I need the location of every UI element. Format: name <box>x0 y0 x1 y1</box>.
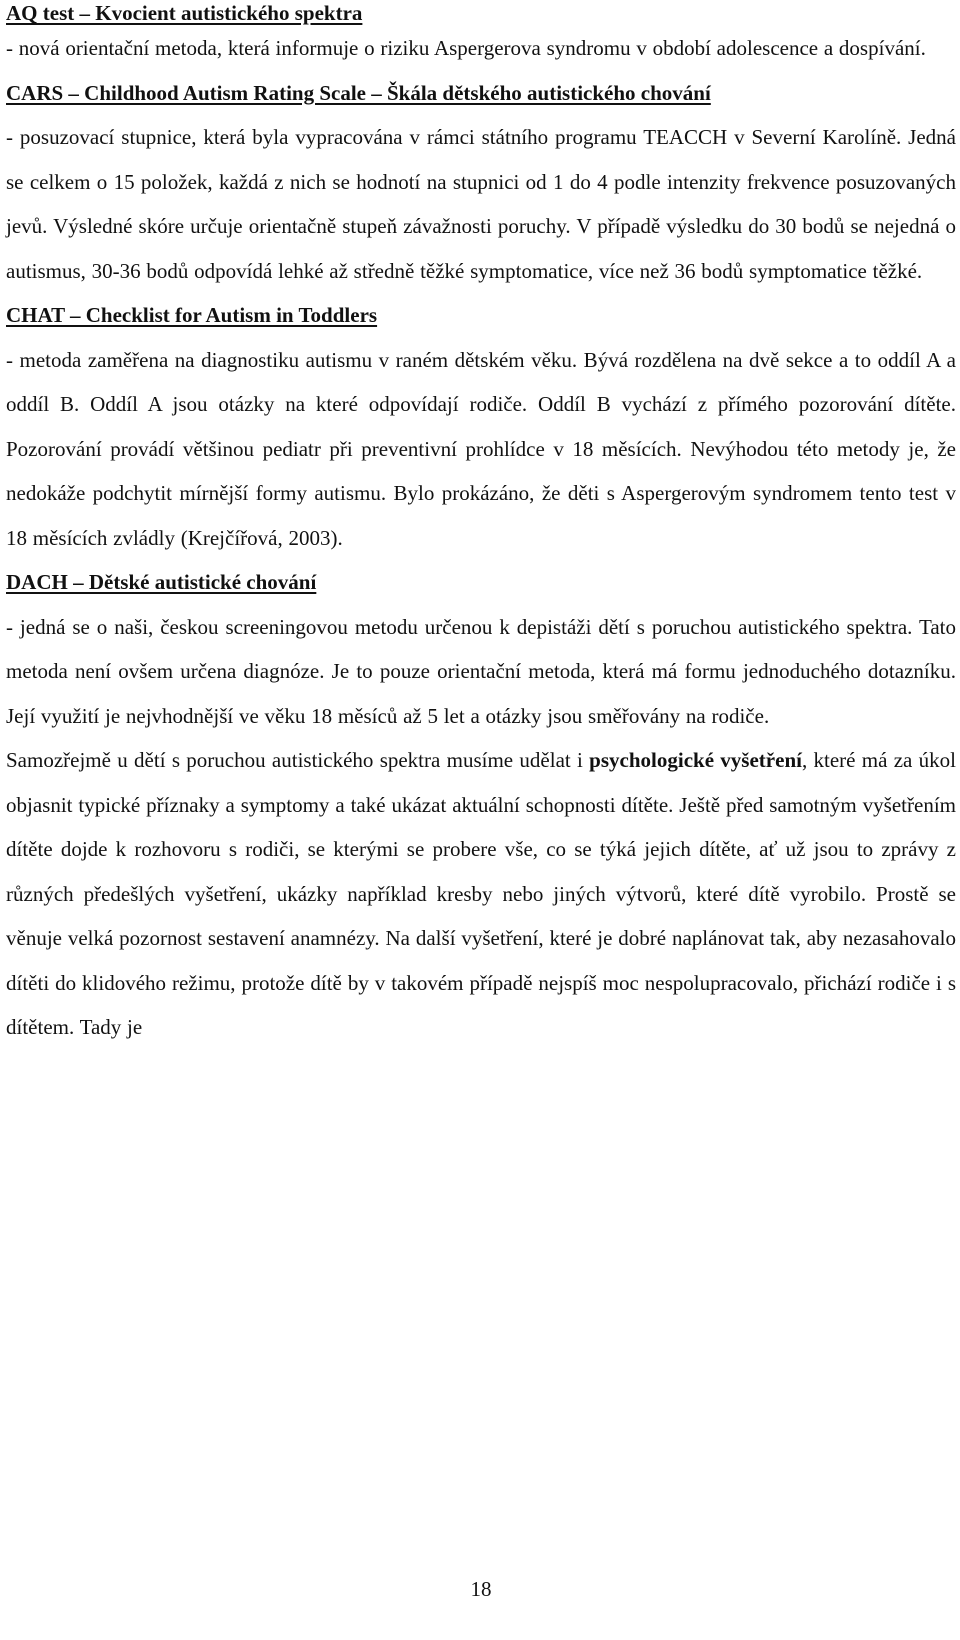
closing-bold-term: psychologické vyšetření <box>589 748 802 772</box>
section-heading-cars: CARS – Childhood Autism Rating Scale – Škála dětského autistického chování <box>6 80 711 105</box>
closing-paragraph <box>6 738 956 1050</box>
page-number: 18 <box>470 1577 492 1601</box>
section-text-cars: - posuzovací stupnice, která byla vypracována v rámci státního programu TEACCH v Severní Karolíně. Jedná se celkem o 15 položek, každá z nich se hodnotí na stupnici od 1 do 4 podle intenzity frekvence posuzovaných jevů. Výsledné skóre určuje orientačně stupeň závažnosti poruchy. V případě výsledku do 30 bodů se nejedná o autismus, 30-36 bodů odpovídá lehké až středně těžké symptomatice, více než 36 bodů symptomatice těžké. <box>6 125 956 283</box>
closing-text-end: , které má za úkol objasnit typické příznaky a symptomy a také ukázat aktuální schopnosti dítěte. Ještě před samotným vyšetřením dítěte dojde k rozhovoru s rodiči, se kterými se probere vše, co se týká jejich dítěte, ať už jsou to zprávy z různých předešlých vyšetření, ukázky například kresby nebo jiných výtvorů, které dítě vyrobilo. Prostě se věnuje velká pozornost sestavení anamnézy. Na další vyšetření, které je dobré naplánovat tak, aby nezasahovalo dítěti do klidového režimu, protože dítě by v takovém případě nejspíš moc nespolupracovalo, přichází rodiče i s dítětem. Tady je <box>6 748 956 1039</box>
section-text-aq: - nová orientační metoda, která informuje o riziku Aspergerova syndromu v období adolescence a dospívání. <box>6 36 926 60</box>
section-text-chat: - metoda zaměřena na diagnostiku autismu v raném dětském věku. Bývá rozdělena na dvě sekce a to oddíl A a oddíl B. Oddíl A jsou otázky na které odpovídají rodiče. Oddíl B vychází z přímého pozorování dítěte. Pozorování provádí většinou pediatr při preventivní prohlídce v 18 měsících. Nevýhodou této metody je, že nedokáže podchytit mírnější formy autismu. Bylo prokázáno, že děti s Aspergerovým syndromem tento test v 18 měsících zvládly (Krejčířová, 2003). <box>6 347 956 550</box>
section-heading-dach: DACH – Dětské autistické chování <box>6 570 317 594</box>
closing-text-start: Samozřejmě u dětí s poruchou autistického spektra musíme udělat i <box>6 748 590 772</box>
section-text-dach: - jedná se o naši, českou screeningovou metodu určenou k depistáži dětí s poruchou autistického spektra. Tato metoda není ovšem určena diagnóze. Je to pouze orientační metoda, která má formu jednoduchého dotazníku. Její využití je nejvhodnější ve věku 18 měsíců až 5 let a otázky jsou směřovány na rodiče. <box>6 614 956 728</box>
section-cars <box>6 71 956 294</box>
section-dach <box>6 560 956 738</box>
document-page <box>6 0 956 1640</box>
section-heading-chat: CHAT – Checklist for Autism in Toddlers <box>6 303 378 327</box>
section-chat <box>6 293 956 560</box>
section-aq <box>6 0 956 71</box>
section-heading-aq: AQ test – Kvocient autistického spektra <box>6 1 363 25</box>
